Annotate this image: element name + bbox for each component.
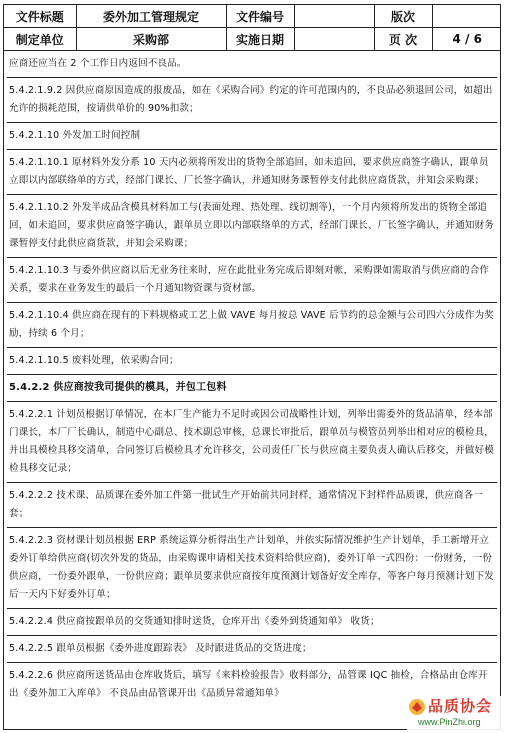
value-doc-number — [294, 5, 374, 28]
watermark-logo — [406, 695, 502, 731]
paragraph: 5.4.2.2.4 供应商按跟单员的交货通知排时送货，仓库开出《委外到货通知单》 收货； — [7, 609, 497, 636]
header-row-2 — [4, 28, 501, 51]
pinzhi-logo-icon — [408, 698, 426, 716]
section-heading: 5.4.2.2 供应商按我司提供的模具，并包工包料 — [7, 375, 497, 402]
paragraph: 5.4.2.1.10.2 外发半成品含模具材料加工与(表面处理、热处理、线切割等)，一个月内须将所发出的货物全部追回，如未追回，要求供应商签字确认，跟单员立即以内部联络单的方式，经部门课长、厂长签字确认，并通知财务课暂停支付此供应商货款，并知会采购课； — [7, 195, 497, 258]
paragraph: 应商还应当在 2 个工作日内返回不良品。 — [7, 51, 497, 78]
paragraph: 5.4.2.1.10.4 供应商在现有的下料规格或工艺上做 VAVE 每月按总 VAVE 后节约的总金额与公司四六分成作为奖励，持续 6 个月； — [7, 303, 497, 348]
label-issuing-unit: 制定单位 — [4, 28, 76, 51]
label-version: 版次 — [374, 5, 432, 28]
label-page: 页 次 — [374, 28, 432, 51]
document-header-table — [4, 5, 501, 51]
paragraph: 5.4.2.2.5 跟单员根据《委外进度跟踪表》 及时跟进货品的交货进度； — [7, 636, 497, 663]
paragraph: 5.4.2.2.1 计划员根据订单情况，在本厂生产能力不足时或因公司战略性计划，列举出需委外的货品清单，经本部门课长，本厂厂长确认，制造中心副总、技术副总审核，总课长审批后，跟单员与模管员列举出相对应的模检具，并出具模检具移交清单，合同签订后模检具才允许移交，公司责任厂长与供应商主要负责人确认后移交，并做好模检具移交记录； — [7, 402, 497, 483]
label-doc-title: 文件标题 — [4, 5, 76, 28]
paragraph: 5.4.2.2.3 资材课计划员根据 ERP 系统运算分析得出生产计划单，并依实际情况维护生产计划单，手工新增开立委外订单给供应商(切次外发的货品，由采购课申请相关技术资料给供应商)，委外订单一式四份：一份财务，一份供应商，一份委外跟单，一份供应商；跟单员要求供应商按年度预测计划备好安全库存，等客户每月预测计划下发后一天内下好委外订单； — [7, 528, 497, 609]
value-version — [432, 5, 501, 28]
paragraph: 5.4.2.1.10.3 与委外供应商以后无业务往来时，应在此批业务完成后即刻对帐，采购课如需取消与供应商的合作关系，要求在业务发生的最后一个月通知物资课与资材部。 — [7, 258, 497, 303]
paragraph: 5.4.2.1.10 外发加工时间控制 — [7, 123, 497, 150]
document-body — [4, 51, 500, 707]
paragraph: 5.4.2.2.2 技术课、品质课在委外加工件第一批试生产开始前共同封样，通常情况下封样件品质课，供应商各一套； — [7, 483, 497, 528]
watermark-brand: 品质协会 — [428, 697, 493, 715]
paragraph: 5.4.2.1.10.5 废料处理，依采购合同； — [7, 348, 497, 375]
paragraph: 5.4.2.1.9.2 因供应商原因造成的报废品，如在《采购合同》约定的许可范围内的，不良品必须退回公司，如超出允许的损耗范围，按请供单价的 90%扣款； — [7, 78, 497, 123]
paragraph: 5.4.2.2.6 供应商所送货品由仓库收货后，填写《来料检验报告》收料部分，品管课 IQC 抽检，合格品由仓库开出《委外加工入库单》 不良品由品管课开出《品质异常通知单》 — [9, 670, 488, 699]
value-doc-title: 委外加工管理规定 — [76, 5, 226, 28]
value-page: 4 / 6 — [432, 28, 501, 51]
watermark-url: www.PinZhi.org — [418, 717, 481, 727]
value-effective-date — [294, 28, 374, 51]
label-effective-date: 实施日期 — [226, 28, 294, 51]
document-page — [3, 4, 501, 730]
label-doc-number: 文件编号 — [226, 5, 294, 28]
header-row-1 — [4, 5, 501, 28]
value-issuing-unit: 采购部 — [76, 28, 226, 51]
paragraph: 5.4.2.1.10.1 原材料外发分系 10 天内必须将所发出的货物全部追回，如未追回，要求供应商签字确认，跟单员立即以内部联络单的方式，经部门课长、厂长签字确认，并通知财务课暂停支付此供应商货款，并知会采购课； — [7, 150, 497, 195]
